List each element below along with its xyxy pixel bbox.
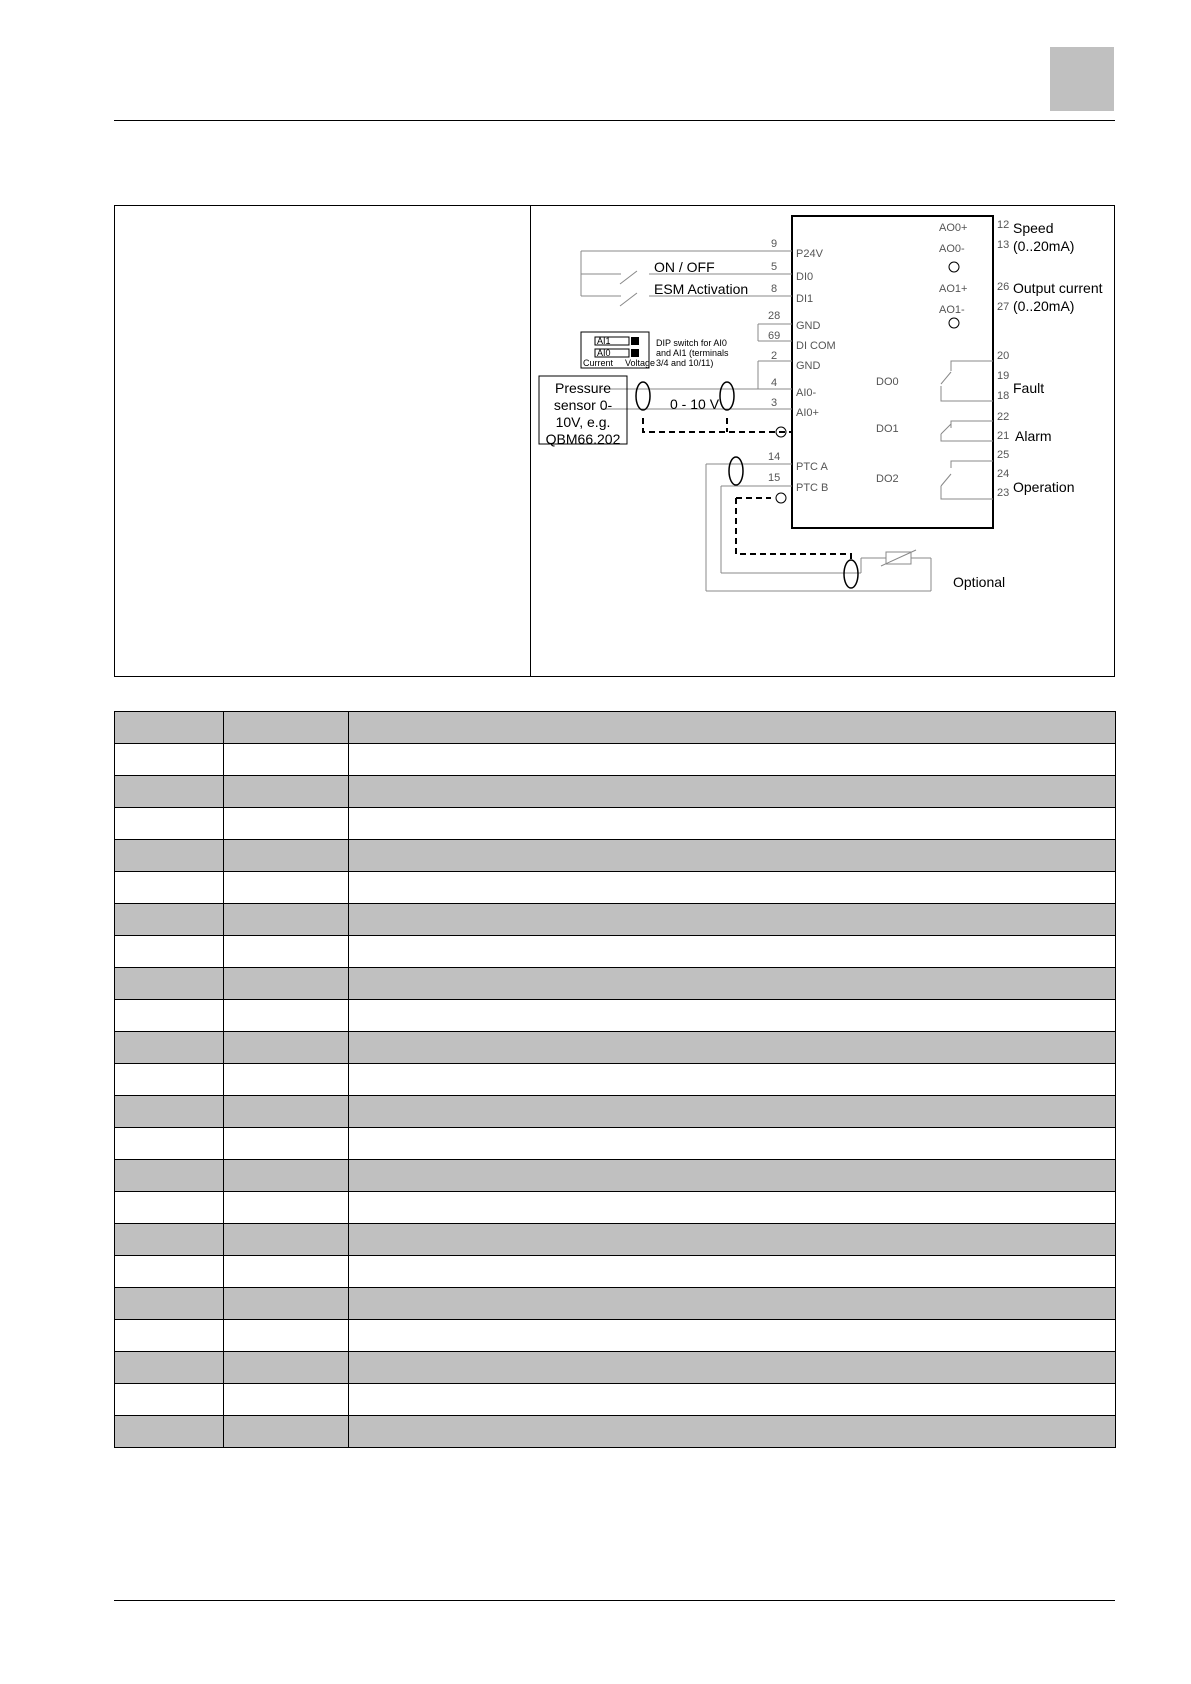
svg-text:GND: GND — [796, 360, 821, 372]
table-row — [115, 968, 1116, 1000]
table-cell — [115, 1384, 224, 1416]
table-row — [115, 936, 1116, 968]
svg-text:5: 5 — [771, 261, 778, 273]
table-cell — [349, 776, 1116, 808]
table-cell — [224, 840, 349, 872]
table-cell — [224, 936, 349, 968]
svg-text:DI0: DI0 — [796, 271, 814, 283]
table-cell — [115, 1032, 224, 1064]
table-row — [115, 1096, 1116, 1128]
table-row — [115, 1416, 1116, 1448]
dip-note: DIP switch for AI0 and AI1 (terminals 3/4 and 10/11) — [656, 338, 729, 368]
table-row — [115, 840, 1116, 872]
table-row — [115, 904, 1116, 936]
table-cell — [224, 808, 349, 840]
speed-label: Speed — [1013, 220, 1054, 236]
footer-rule — [114, 1600, 1115, 1601]
svg-text:PTC B: PTC B — [796, 482, 829, 494]
table-row — [115, 808, 1116, 840]
header-rule — [114, 120, 1115, 121]
table-cell — [349, 968, 1116, 1000]
table-row — [115, 1352, 1116, 1384]
table-cell — [224, 1128, 349, 1160]
table-row — [115, 712, 1116, 744]
table-row — [115, 744, 1116, 776]
table-cell — [224, 1064, 349, 1096]
svg-text:2: 2 — [771, 350, 778, 362]
svg-text:14: 14 — [768, 451, 781, 463]
svg-text:69: 69 — [768, 330, 781, 342]
table-cell — [224, 1096, 349, 1128]
svg-text:AO0-: AO0- — [939, 243, 965, 255]
svg-text:27: 27 — [997, 301, 1010, 313]
svg-text:DO2: DO2 — [876, 473, 899, 485]
table-row — [115, 1192, 1116, 1224]
on-off-label: ON / OFF — [654, 259, 715, 275]
svg-text:24: 24 — [997, 468, 1010, 480]
table-row — [115, 872, 1116, 904]
table-cell — [115, 904, 224, 936]
svg-text:28: 28 — [768, 310, 781, 322]
table-cell — [224, 1320, 349, 1352]
table-cell — [224, 904, 349, 936]
table-cell — [224, 1352, 349, 1384]
table-cell — [349, 1256, 1116, 1288]
fault-label: Fault — [1013, 380, 1045, 396]
svg-text:3: 3 — [771, 397, 778, 409]
table-cell — [349, 1352, 1116, 1384]
relay-contacts — [941, 361, 993, 499]
table-cell — [115, 1064, 224, 1096]
svg-text:DI COM: DI COM — [796, 340, 836, 352]
table-cell — [115, 872, 224, 904]
dip-ai1-label: AI1 — [597, 336, 611, 346]
table-cell — [115, 744, 224, 776]
sensor-line-1: Pressure — [554, 380, 612, 396]
table-cell — [224, 1224, 349, 1256]
table-cell — [224, 776, 349, 808]
operation-label: Operation — [1013, 479, 1075, 495]
table-cell — [349, 1128, 1116, 1160]
table-row — [115, 1160, 1116, 1192]
svg-text:AO0+: AO0+ — [939, 222, 968, 234]
panel-description-cell — [115, 206, 530, 676]
svg-text:15: 15 — [768, 472, 781, 484]
table-cell — [349, 712, 1116, 744]
svg-text:20: 20 — [997, 350, 1010, 362]
svg-text:8: 8 — [771, 283, 778, 295]
esm-activation-label: ESM Activation — [654, 281, 749, 297]
table-row — [115, 1032, 1116, 1064]
table-cell — [115, 1352, 224, 1384]
output-current-range-label: (0..20mA) — [1013, 298, 1075, 314]
table-row — [115, 1288, 1116, 1320]
table-cell — [115, 1288, 224, 1320]
svg-text:25: 25 — [997, 449, 1010, 461]
table-cell — [224, 1288, 349, 1320]
table-cell — [224, 872, 349, 904]
table-cell — [349, 808, 1116, 840]
table-row — [115, 1064, 1116, 1096]
table-cell — [115, 1224, 224, 1256]
table-cell — [224, 1000, 349, 1032]
svg-text:AO1-: AO1- — [939, 304, 965, 316]
svg-text:21: 21 — [997, 430, 1010, 442]
table-cell — [349, 936, 1116, 968]
table-cell — [224, 712, 349, 744]
table-row — [115, 1128, 1116, 1160]
alarm-label: Alarm — [1015, 428, 1052, 444]
svg-text:P24V: P24V — [796, 248, 823, 260]
svg-text:PTC A: PTC A — [796, 461, 828, 473]
svg-text:22: 22 — [997, 411, 1010, 423]
speed-range-label: (0..20mA) — [1013, 238, 1075, 254]
svg-text:GND: GND — [796, 320, 821, 332]
svg-text:DO0: DO0 — [876, 376, 899, 388]
table-cell — [349, 1416, 1116, 1448]
left-terminals — [768, 238, 836, 494]
svg-text:23: 23 — [997, 487, 1010, 499]
table-cell — [115, 776, 224, 808]
table-cell — [349, 1000, 1116, 1032]
svg-text:AO1+: AO1+ — [939, 283, 968, 295]
table-cell — [349, 1096, 1116, 1128]
table-cell — [224, 744, 349, 776]
table-row — [115, 776, 1116, 808]
corner-tab-marker — [1050, 47, 1114, 111]
svg-text:DO1: DO1 — [876, 423, 899, 435]
sensor-line-3: 10V, e.g. — [555, 414, 611, 430]
table-cell — [115, 1160, 224, 1192]
svg-text:4: 4 — [771, 377, 778, 389]
table-cell — [224, 1032, 349, 1064]
svg-text:9: 9 — [771, 238, 778, 250]
table-cell — [115, 1256, 224, 1288]
table-row — [115, 1256, 1116, 1288]
table-cell — [224, 1256, 349, 1288]
table-cell — [349, 840, 1116, 872]
svg-text:19: 19 — [997, 370, 1010, 382]
input-wires — [581, 251, 931, 591]
table-row — [115, 1000, 1116, 1032]
table-cell — [224, 1416, 349, 1448]
table-cell — [115, 1128, 224, 1160]
table-cell — [115, 1096, 224, 1128]
svg-text:13: 13 — [997, 239, 1010, 251]
svg-text:DI1: DI1 — [796, 293, 814, 305]
table-cell — [115, 1416, 224, 1448]
table-row — [115, 1384, 1116, 1416]
table-cell — [115, 808, 224, 840]
wiring-panel — [114, 205, 1115, 677]
svg-text:AI0+: AI0+ — [796, 407, 819, 419]
optional-label: Optional — [953, 574, 1006, 590]
voltage-label: 0 - 10 V — [670, 396, 720, 412]
table-cell — [224, 968, 349, 1000]
wiring-diagram — [531, 206, 1113, 676]
table-cell — [115, 1000, 224, 1032]
dip-ai0-label: AI0 — [597, 348, 611, 358]
svg-text:18: 18 — [997, 390, 1010, 402]
table-cell — [349, 1192, 1116, 1224]
table-cell — [349, 1384, 1116, 1416]
table-cell — [224, 1384, 349, 1416]
table-row — [115, 1224, 1116, 1256]
svg-text:AI0-: AI0- — [796, 387, 817, 399]
table-cell — [349, 1064, 1116, 1096]
table-cell — [349, 1288, 1116, 1320]
svg-text:26: 26 — [997, 281, 1010, 293]
svg-text:12: 12 — [997, 219, 1010, 231]
table-cell — [115, 712, 224, 744]
table-cell — [224, 1160, 349, 1192]
table-cell — [115, 968, 224, 1000]
table-cell — [115, 840, 224, 872]
table-cell — [115, 936, 224, 968]
table-cell — [349, 904, 1116, 936]
parameter-table — [114, 711, 1116, 1448]
dip-current-label: Current — [583, 358, 614, 368]
table-row — [115, 1320, 1116, 1352]
table-cell — [349, 1160, 1116, 1192]
table-cell — [349, 1224, 1116, 1256]
right-terminals — [876, 219, 1009, 499]
table-cell — [224, 1192, 349, 1224]
table-cell — [349, 1032, 1116, 1064]
table-cell — [115, 1320, 224, 1352]
sensor-line-2: sensor 0- — [553, 397, 613, 413]
output-current-label: Output current — [1013, 280, 1103, 296]
table-cell — [349, 1320, 1116, 1352]
sensor-line-4: QBM66.202 — [545, 431, 621, 447]
table-cell — [349, 872, 1116, 904]
table-cell — [115, 1192, 224, 1224]
table-cell — [349, 744, 1116, 776]
dip-voltage-label: Voltage — [625, 358, 656, 368]
